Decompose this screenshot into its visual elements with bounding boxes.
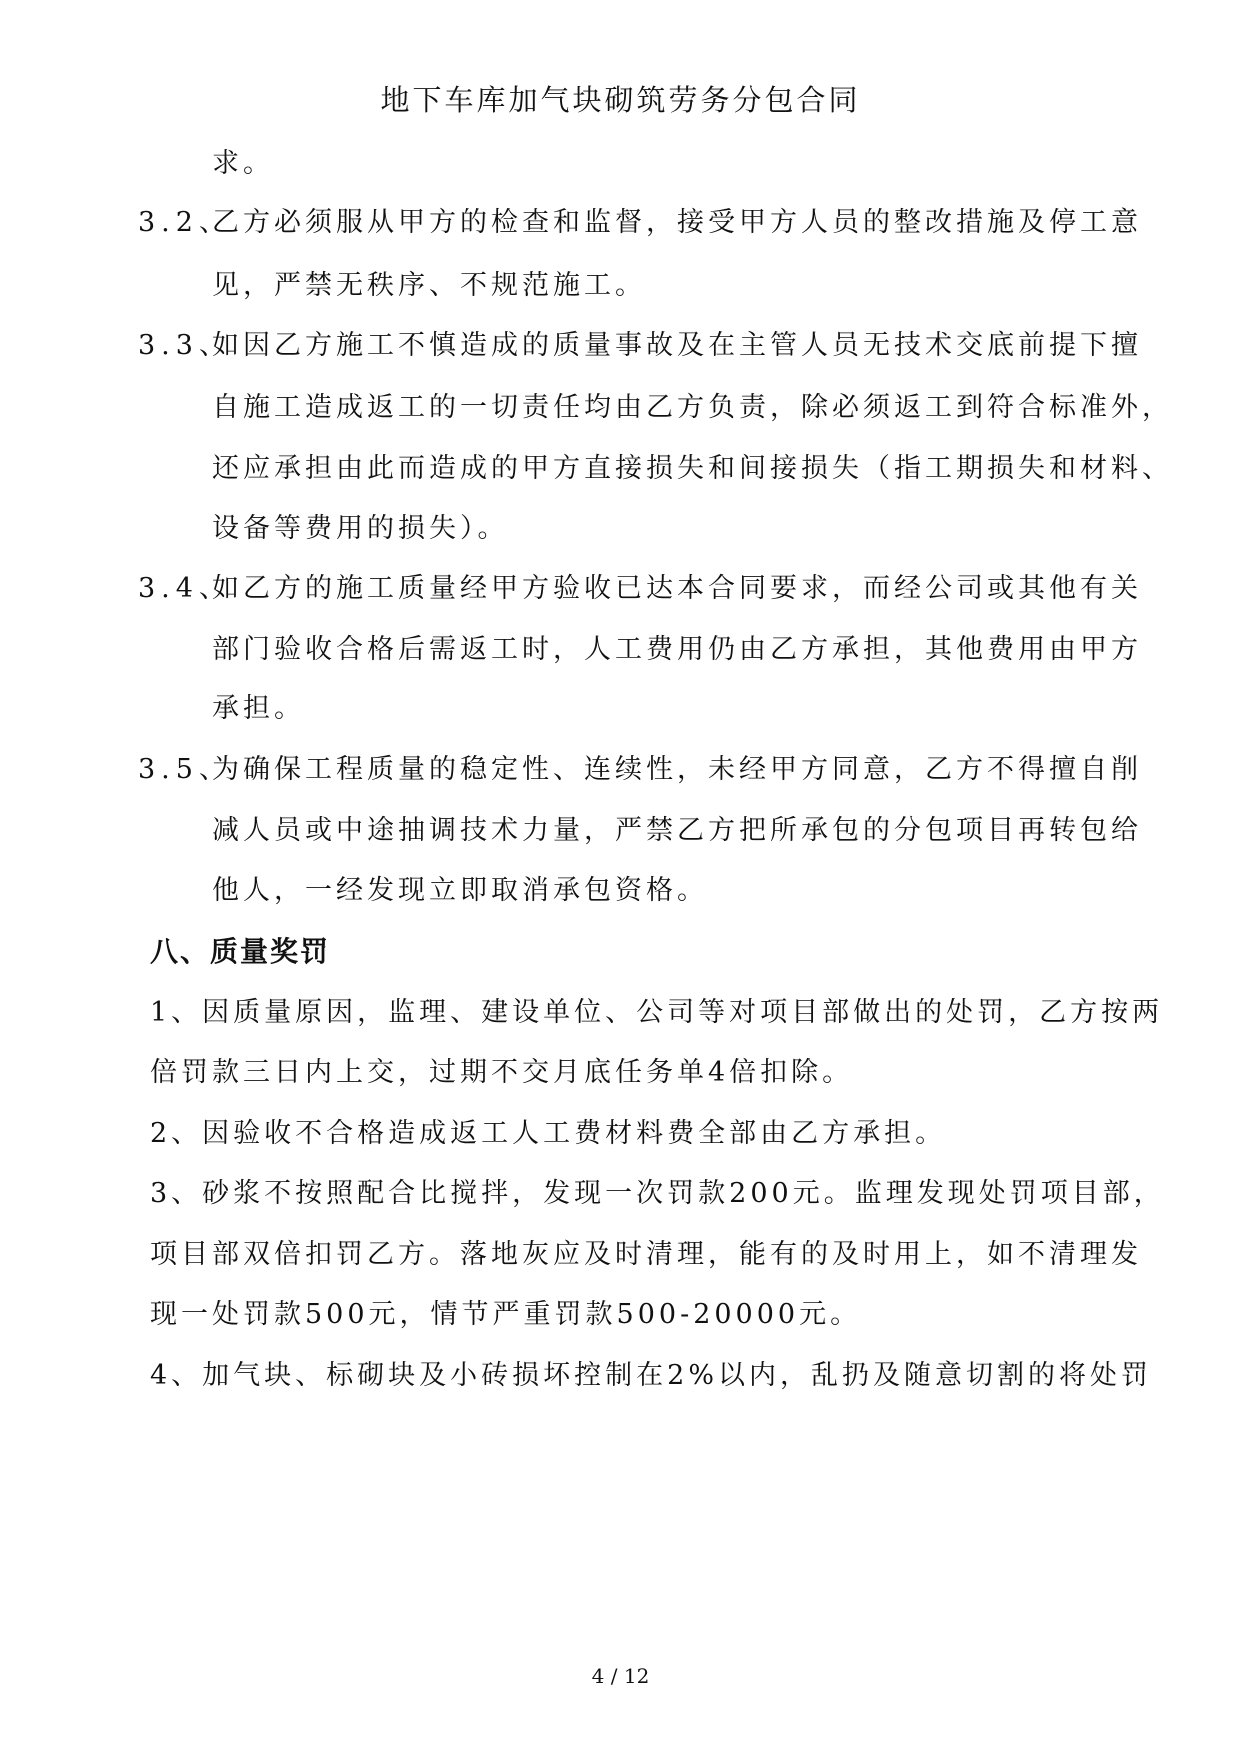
clause-line: 为确保工程质量的稳定性、连续性，未经甲方同意，乙方不得擅自削 [212,754,1142,785]
clause-line: 承担。 [212,693,305,724]
clause-line: 他人，一经发现立即取消承包资格。 [212,875,708,906]
clause-number: 3.4、 [138,573,232,604]
clause-line: 自施工造成返工的一切责任均由乙方负责，除必须返工到符合标准外， [212,392,1173,423]
clause-number: 3.3、 [138,330,232,361]
page-header-title: 地下车库加气块砌筑劳务分包合同 [380,83,861,117]
rule-line: 现一处罚款500元，情节严重罚款500-20000元。 [150,1299,862,1330]
rule-line: 3、砂浆不按照配合比搅拌，发现一次罚款200元。监理发现处罚项目部， [150,1178,1165,1209]
clause-line: 如因乙方施工不慎造成的质量事故及在主管人员无技术交底前提下擅 [212,330,1142,361]
clause-line: 还应承担由此而造成的甲方直接损失和间接损失（指工期损失和材料、 [212,453,1173,484]
clause-line: 部门验收合格后需返工时，人工费用仍由乙方承担，其他费用由甲方 [212,634,1142,665]
rule-line: 项目部双倍扣罚乙方。落地灰应及时清理，能有的及时用上，如不清理发 [150,1239,1142,1270]
clause-number: 3.5、 [138,754,232,785]
clause-number: 3.2、 [138,207,232,238]
rule-line: 2、因验收不合格造成返工人工费材料费全部由乙方承担。 [150,1118,947,1149]
clause-line: 如乙方的施工质量经甲方验收已达本合同要求，而经公司或其他有关 [212,573,1142,604]
clause-line: 减人员或中途抽调技术力量，严禁乙方把所承包的分包项目再转包给 [212,815,1142,846]
rule-line: 4、加气块、标砌块及小砖损坏控制在2%以内，乱扔及随意切割的将处罚 [150,1360,1153,1391]
clause-line: 设备等费用的损失）。 [212,513,509,544]
continuation-text: 求。 [212,148,274,179]
clause-line: 乙方必须服从甲方的检查和监督，接受甲方人员的整改措施及停工意 [212,207,1142,238]
rule-line: 倍罚款三日内上交，过期不交月底任务单4倍扣除。 [150,1057,854,1088]
rule-line: 1、因质量原因，监理、建设单位、公司等对项目部做出的处罚，乙方按两 [150,997,1164,1028]
clause-line: 见，严禁无秩序、不规范施工。 [212,270,646,301]
section-heading: 八、质量奖罚 [150,935,331,968]
page-number: 4 / 12 [591,1664,650,1688]
